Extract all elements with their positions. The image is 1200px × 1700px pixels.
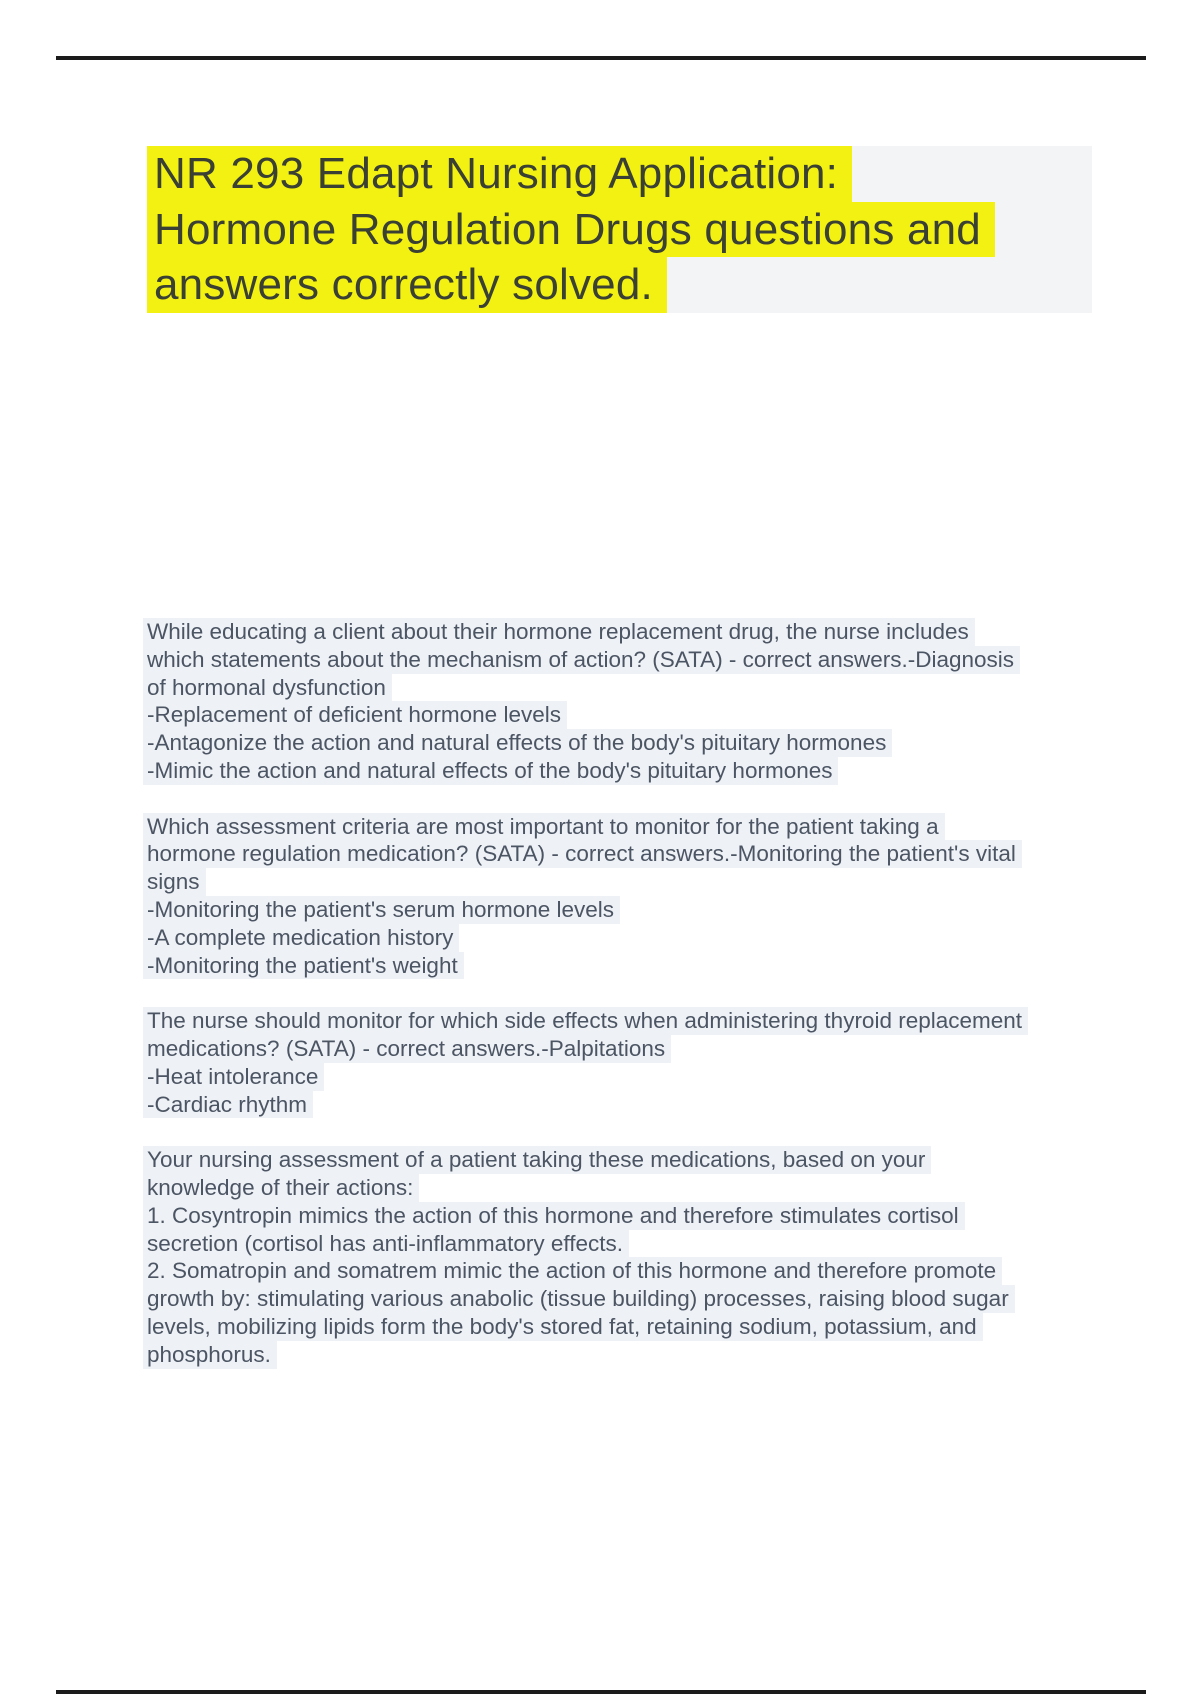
text-line-highlight: -Mimic the action and natural effects of the body's pituitary hormones xyxy=(143,757,838,785)
text-line-highlight: knowledge of their actions: xyxy=(143,1174,419,1202)
title-highlight: NR 293 Edapt Nursing Application: xyxy=(147,146,852,202)
document-body xyxy=(147,618,1107,1369)
text-line xyxy=(147,1035,1107,1063)
text-line xyxy=(147,924,1107,952)
text-line-highlight: -A complete medication history xyxy=(143,924,459,952)
title-block xyxy=(147,146,1092,313)
title-highlight: answers correctly solved. xyxy=(147,257,667,313)
top-rule xyxy=(56,56,1146,60)
text-line xyxy=(147,952,1107,980)
text-line xyxy=(147,1007,1107,1035)
text-line-highlight: which statements about the mechanism of action? (SATA) - correct answers.-Diagnosis xyxy=(143,646,1020,674)
text-line-highlight: -Replacement of deficient hormone levels xyxy=(143,701,567,729)
text-line-highlight: -Monitoring the patient's weight xyxy=(143,952,464,980)
text-line xyxy=(147,1174,1107,1202)
text-line-highlight: Which assessment criteria are most important to monitor for the patient taking a xyxy=(143,813,945,841)
text-line xyxy=(147,701,1107,729)
text-line-highlight: The nurse should monitor for which side effects when administering thyroid replacement xyxy=(143,1007,1028,1035)
bottom-rule xyxy=(56,1690,1146,1694)
text-line xyxy=(147,1285,1107,1313)
text-line-highlight: secretion (cortisol has anti-inflammatory effects. xyxy=(143,1230,629,1258)
paragraph xyxy=(147,813,1107,980)
text-line-highlight: growth by: stimulating various anabolic (tissue building) processes, raising blood sugar xyxy=(143,1285,1015,1313)
text-line xyxy=(147,1341,1107,1369)
text-line-highlight: levels, mobilizing lipids form the body's stored fat, retaining sodium, potassium, and xyxy=(143,1313,983,1341)
paragraph xyxy=(147,618,1107,785)
text-line-highlight: While educating a client about their hormone replacement drug, the nurse includes xyxy=(143,618,975,646)
text-line-highlight: medications? (SATA) - correct answers.-Palpitations xyxy=(143,1035,671,1063)
text-line-highlight: Your nursing assessment of a patient taking these medications, based on your xyxy=(143,1146,931,1174)
text-line-highlight: -Cardiac rhythm xyxy=(143,1091,313,1119)
text-line xyxy=(147,618,1107,646)
text-line xyxy=(147,1230,1107,1258)
text-line xyxy=(147,646,1107,674)
text-line xyxy=(147,896,1107,924)
title-line xyxy=(147,257,1092,313)
text-line xyxy=(147,1063,1107,1091)
text-line-highlight: hormone regulation medication? (SATA) - correct answers.-Monitoring the patient's vital xyxy=(143,840,1022,868)
title-line xyxy=(147,202,1092,258)
paragraph xyxy=(147,1007,1107,1118)
text-line xyxy=(147,1091,1107,1119)
page-title xyxy=(147,146,1092,313)
text-line xyxy=(147,1313,1107,1341)
text-line-highlight: of hormonal dysfunction xyxy=(143,674,392,702)
text-line-highlight: -Antagonize the action and natural effects of the body's pituitary hormones xyxy=(143,729,892,757)
text-line xyxy=(147,1202,1107,1230)
text-line xyxy=(147,813,1107,841)
text-line-highlight: -Monitoring the patient's serum hormone levels xyxy=(143,896,620,924)
title-line xyxy=(147,146,1092,202)
text-line xyxy=(147,840,1107,868)
text-line xyxy=(147,729,1107,757)
text-line xyxy=(147,868,1107,896)
text-line-highlight: phosphorus. xyxy=(143,1341,277,1369)
text-line-highlight: 1. Cosyntropin mimics the action of this hormone and therefore stimulates cortisol xyxy=(143,1202,965,1230)
paragraph xyxy=(147,1146,1107,1368)
text-line-highlight: -Heat intolerance xyxy=(143,1063,324,1091)
text-line xyxy=(147,1257,1107,1285)
text-line-highlight: signs xyxy=(143,868,206,896)
title-highlight: Hormone Regulation Drugs questions and xyxy=(147,202,995,258)
text-line xyxy=(147,1146,1107,1174)
text-line xyxy=(147,674,1107,702)
text-line xyxy=(147,757,1107,785)
text-line-highlight: 2. Somatropin and somatrem mimic the action of this hormone and therefore promote xyxy=(143,1257,1002,1285)
